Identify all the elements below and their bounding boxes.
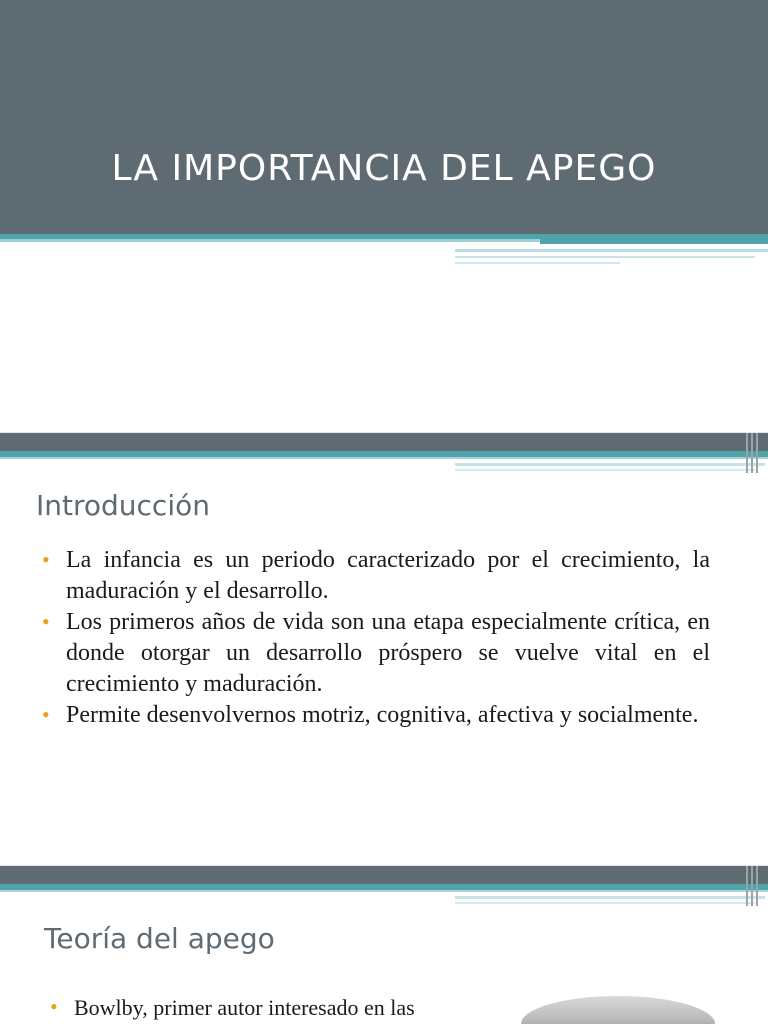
list-item: • Permite desenvolvernos motriz, cognitiva, afectiva y socialmente. [36,700,710,731]
header-stripes [746,866,762,906]
header-band [0,866,768,884]
header-band [0,433,768,451]
bullet-list [36,545,710,731]
teal-rule [455,463,765,466]
teal-rule [455,896,765,899]
teal-rule [0,457,768,459]
teal-rule [455,249,768,252]
list-item: • Los primeros años de vida son una etapa especialmente crítica, en donde otorgar un desarrollo próspero se vuelve vital en el crecimiento y maduración. [36,607,710,700]
title-band [0,0,768,234]
slide-heading: Introducción [36,489,210,522]
bullet-list [44,992,494,1023]
teal-rule [0,890,768,892]
list-item: • La infancia es un periodo caracterizado por el crecimiento, la maduración y el desarrollo. [36,545,710,607]
portrait-photo [521,996,715,1024]
teal-rule [455,256,755,258]
teal-rule [455,902,755,904]
teal-rule [0,239,540,242]
intro-slide [0,433,768,865]
theory-slide [0,866,768,1024]
slide-heading: Teoría del apego [44,922,275,955]
teal-rule [455,469,755,471]
teal-rule [455,262,620,264]
title-slide [0,0,768,432]
slide-title: LA IMPORTANCIA DEL APEGO [111,148,657,189]
teal-rule [540,234,768,244]
header-stripes [746,433,762,473]
list-item: • Bowlby, primer autor interesado en las [44,992,494,1023]
